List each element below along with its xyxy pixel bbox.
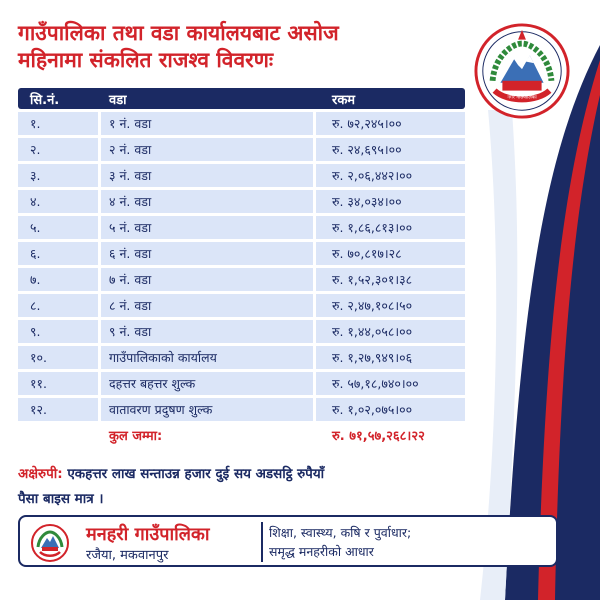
total-value: रु. ७१,५७,२६८।२२ [332, 429, 425, 444]
cell-amount: रु. १,०२,०७५।०० [316, 398, 465, 421]
table-row [18, 320, 465, 343]
cell-ward: ८ नं. वडा [101, 294, 313, 317]
title-line-1: गाउँपालिका तथा वडा कार्यालयबाट असोज [18, 21, 339, 45]
amount-in-words-line-2: पैसा बाइस मात्र । [18, 491, 104, 507]
cell-amount: रु. १,५२,३०१।३८ [316, 268, 465, 291]
cell-ward: ४ नं. वडा [101, 190, 313, 213]
cell-amount: रु. २,४७,१०८।५० [316, 294, 465, 317]
cell-ward: ३ नं. वडा [101, 164, 313, 187]
table-row [18, 216, 465, 239]
cell-amount: रु. ७२,२४५।०० [316, 112, 465, 135]
cell-amount: रु. ३४,०३४।०० [316, 190, 465, 213]
cell-sn: ११. [18, 372, 98, 395]
cell-amount: रु. २,०६,४४२।०० [316, 164, 465, 187]
table-row [18, 242, 465, 265]
header-ward: वडा [109, 92, 127, 108]
table-row [18, 138, 465, 161]
cell-amount: रु. १,८६,८१३।०० [316, 216, 465, 239]
cell-sn: ७. [18, 268, 98, 291]
cell-amount: रु. ५७,१८,७४०।०० [316, 372, 465, 395]
table-row [18, 346, 465, 369]
amount-in-words-line-1 [18, 462, 518, 487]
footer-banner [18, 515, 558, 567]
cell-ward: १ नं. वडा [101, 112, 313, 135]
header-sn: सि.नं. [30, 92, 60, 108]
amount-in-words [18, 462, 518, 512]
table-row [18, 190, 465, 213]
cell-ward: ९ नं. वडा [101, 320, 313, 343]
table-row [18, 112, 465, 135]
cell-ward: ६ नं. वडा [101, 242, 313, 265]
cell-sn: ३. [18, 164, 98, 187]
cell-ward: २ नं. वडा [101, 138, 313, 161]
cell-ward: ७ नं. वडा [101, 268, 313, 291]
header-amount: रकम [332, 92, 356, 108]
table-row [18, 294, 465, 317]
table-row [18, 164, 465, 187]
table-row [18, 398, 465, 421]
cell-sn: ५. [18, 216, 98, 239]
cell-sn: ८. [18, 294, 98, 317]
cell-sn: ४. [18, 190, 98, 213]
cell-sn: १०. [18, 346, 98, 369]
municipality-emblem-icon [473, 22, 571, 120]
revenue-table [18, 88, 465, 446]
cell-ward: ५ नं. वडा [101, 216, 313, 239]
cell-sn: १२. [18, 398, 98, 421]
cell-sn: १. [18, 112, 98, 135]
footer-slogan-line-2: समृद्ध मनहरीको आधार [269, 544, 374, 559]
table-header [18, 88, 465, 109]
cell-ward: गाउँपालिकाको कार्यालय [101, 346, 313, 369]
cell-ward: दहत्तर बहत्तर शुल्क [101, 372, 313, 395]
poster-title [18, 20, 458, 74]
table-row [18, 372, 465, 395]
title-line-2: महिनामा संकलित राजश्व विवरणः [18, 48, 274, 72]
footer-municipality-name: मनहरी गाउँपालिका [86, 524, 210, 545]
footer-divider [261, 522, 263, 562]
cell-amount: रु. १,४४,०५८।०० [316, 320, 465, 343]
table-total-row [18, 424, 465, 446]
amount-in-words-text: एकहत्तर लाख सन्ताउन्न हजार दुई सय अडसट्ठि रुपैयाँ [67, 466, 325, 482]
total-label: कुल जम्मा: [109, 429, 163, 444]
cell-amount: रु. १,२७,९४९।०६ [316, 346, 465, 369]
table-row [18, 268, 465, 291]
cell-amount: रु. ७०,८१७।२८ [316, 242, 465, 265]
cell-amount: रु. २४,६९५।०० [316, 138, 465, 161]
emblem-text: नगर गाउँपालिका [507, 94, 537, 101]
cell-sn: ९. [18, 320, 98, 343]
cell-sn: २. [18, 138, 98, 161]
amount-in-words-label: अक्षेरुपी: [18, 466, 63, 482]
footer-place: रजैया, मकवानपुर [86, 548, 169, 563]
footer-slogan-line-1: शिक्षा, स्वास्थ्य, कषि र पुर्वाधार; [269, 525, 412, 540]
municipality-emblem-small-icon [30, 523, 70, 563]
cell-sn: ६. [18, 242, 98, 265]
cell-ward: वातावरण प्रदुषण शुल्क [101, 398, 313, 421]
footer-slogan [269, 523, 411, 561]
